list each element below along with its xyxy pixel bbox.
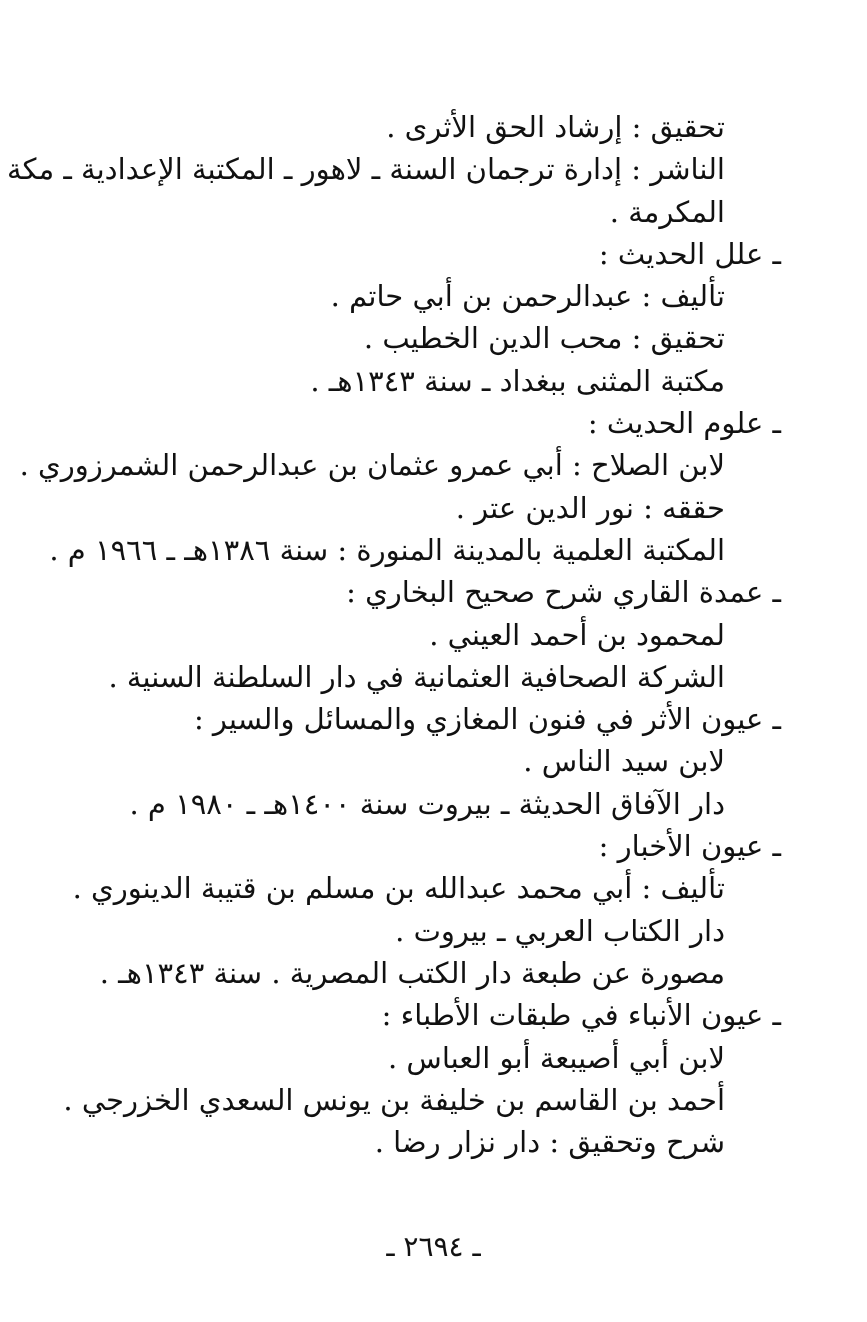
entry-line: الشركة الصحافية العثمانية في دار السلطنة السنية . xyxy=(108,659,725,694)
entry-heading: ـ علل الحديث : xyxy=(598,236,781,271)
entry-heading: ـ عيون الأثر في فنون المغازي والمسائل والسير : xyxy=(193,702,781,737)
entry-line: المكرمة . xyxy=(609,194,725,229)
entry-line: لمحمود بن أحمد العيني . xyxy=(429,617,725,652)
entry-line: لابن سيد الناس . xyxy=(523,744,725,779)
entry-line: مصورة عن طبعة دار الكتب المصرية . سنة ١٣٤٣هـ . xyxy=(99,955,725,990)
entry-line: أحمد بن القاسم بن خليفة بن يونس السعدي الخزرجي . xyxy=(63,1082,725,1117)
entry-line: لابن أبي أصيبعة أبو العباس . xyxy=(388,1040,725,1075)
entry-line: حققه : نور الدين عتر . xyxy=(455,490,725,525)
entry-line: تأليف : عبدالرحمن بن أبي حاتم . xyxy=(330,279,725,314)
page-number: ـ ٢٦٩٤ ـ xyxy=(386,1230,481,1263)
entry-line: شرح وتحقيق : دار نزار رضا . xyxy=(374,1125,725,1160)
entry-heading: ـ عيون الأنباء في طبقات الأطباء : xyxy=(381,998,781,1033)
entry-line: دار الكتاب العربي ـ بيروت . xyxy=(395,913,725,948)
entry-line: الناشر : إدارة ترجمان السنة ـ لاهور ـ المكتبة الإعدادية ـ مكة xyxy=(7,152,725,187)
entry-line: دار الآفاق الحديثة ـ بيروت سنة ١٤٠٠هـ ـ ١٩٨٠ م . xyxy=(129,786,725,821)
entry-line: المكتبة العلمية بالمدينة المنورة : سنة ١٣٨٦هـ ـ ١٩٦٦ م . xyxy=(49,532,725,567)
entry-line: تحقيق : محب الدين الخطيب . xyxy=(363,321,725,356)
entry-heading: ـ عيون الأخبار : xyxy=(598,829,781,864)
entry-line: تأليف : أبي محمد عبدالله بن مسلم بن قتيبة الدينوري . xyxy=(72,871,725,906)
entry-line: لابن الصلاح : أبي عمرو عثمان بن عبدالرحمن الشمرزوري . xyxy=(19,448,725,483)
entry-line: تحقيق : إرشاد الحق الأثرى . xyxy=(386,110,725,144)
entry-heading: ـ عمدة القاري شرح صحيح البخاري : xyxy=(346,575,781,610)
bibliography-list xyxy=(7,106,781,1163)
entry-heading: ـ علوم الحديث : xyxy=(587,406,781,441)
entry-line: مكتبة المثنى ببغداد ـ سنة ١٣٤٣هـ . xyxy=(310,363,725,398)
